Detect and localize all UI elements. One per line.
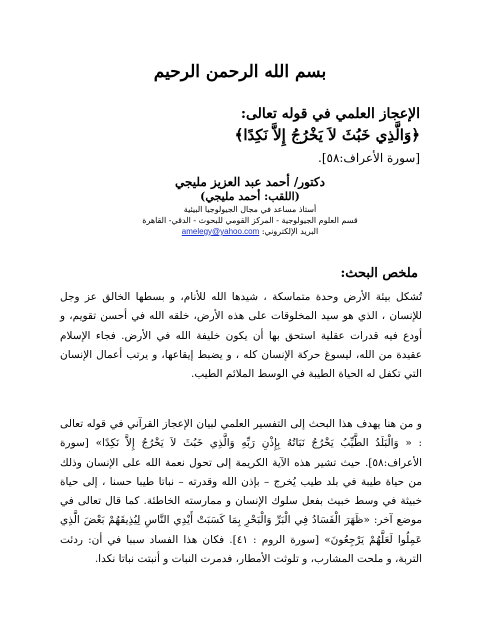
title-verse: ﴿وَالَّذِي خَبُثَ لاَ يَخْرُجُ إِلاَّ نَكِدًا﴾ [234, 126, 420, 144]
author-department: قسم العلوم الجيولوجية - المركز القومي للبحوث - الدقي- القاهرة [142, 216, 358, 225]
email-label: البريد الإلكتروني: [261, 227, 319, 236]
title-line-1: الإعجاز العلمي في قوله تعالى: [240, 106, 420, 122]
email-row [130, 226, 370, 238]
author-nickname: (اللقب: أحمد مليجي) [200, 190, 300, 203]
summary-paragraph-1: تُشكل بيئة الأرض وحدة متماسكة ، شيدها الله للأنام، و بسطها الخالق عز وجل للإنسان ، الذي هو سيد المخلوقات على هذه الأرض، خلقه الله في أحسن تقويم، و أودع فيه قدرات عقلية استحق بها أن يكون خليفة الله في الأرض. فجاء الإسلام عقيدة من الله، ليسوغ حركة الإنسان كله ، و يضبط إيقاعها، و يرتب أعمال الإنسان التي تكفل له الحياة الطيبة في الوسط الملائم الطيب. [60, 291, 422, 381]
summary-paragraph-2: و من هنا يهدف هذا البحث إلى التفسير العلمي لبيان الإعجاز القرآني في قوله تعالى : « وَالْبَلَدُ الطَّيِّبُ يَخْرُجُ نَبَاتُهُ بِإِذْنِ رَبِّهِ وَالَّذِي خَبُثَ لاَ يَخْرُجُ إِلاَّ نَكِدًا» [سورة الأعراف:٥٨]. حيث تشير هذه الآية الكريمة إلى تحول نعمة الله على الإنسان وذلك من حياة طيبة في بلد طيب يُخرج – بإذن الله وقدرته – نباتا طيبا حسنا ، إلى حياة خبيثة في وسط خبيث بفعل سلوك الإنسان و ممارسته الخاطئة. كما قال تعالى في موضع آخر: «ظَهَرَ الْفَسَادُ فِي الْبَرِّ وَالْبَحْرِ بِمَا كَسَبَتْ أَيْدِي النَّاسِ لِيُذِيقَهُمْ بَعْضَ الَّذِي عَمِلُوا لَعَلَّهُمْ يَرْجِعُونَ» [سورة الروم : ٤١]. فكان هذا الفساد سببا في أن: ردئت التربة، و ملحت المشارب، و تلوثت الأمطار، فدمرت النبات و أنبتت نباتا نكدا. [60, 418, 422, 566]
paper-title [40, 104, 420, 146]
author-name: دكتور/ أحمد عبد العزيز مليجي [175, 175, 325, 189]
surah-reference: [سورة الأعراف:٥٨]. [318, 151, 420, 165]
email-link[interactable]: amelegy@yahoo.com [181, 227, 260, 236]
author-position: أستاذ مساعد في مجال الجيولوجيا البيئية [183, 205, 317, 214]
basmala-heading: بسم الله الرحمن الرحيم [153, 62, 327, 82]
summary-heading: ملخص البحث: [340, 266, 418, 281]
author-info [130, 175, 370, 238]
